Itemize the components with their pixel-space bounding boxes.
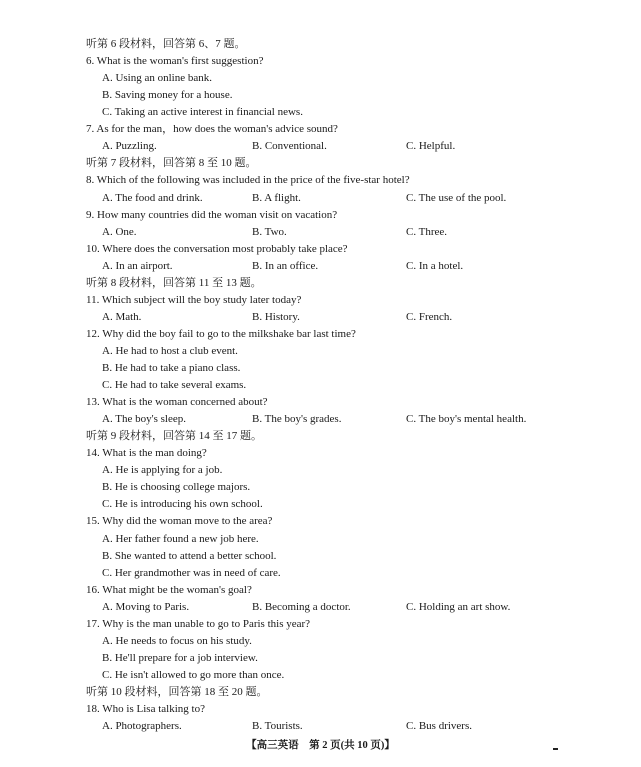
option-a: A. Puzzling. — [102, 140, 157, 153]
question-text — [86, 172, 629, 189]
option-line — [86, 70, 629, 87]
option-line — [86, 531, 629, 548]
section-instruction — [86, 155, 629, 172]
question-text-label: 14. What is the man doing? — [86, 447, 207, 460]
question-text — [86, 326, 629, 343]
question-text-label: 6. What is the woman's first suggestion? — [86, 55, 264, 67]
option-line-label: A. He needs to focus on his study. — [102, 634, 252, 647]
option-b: B. The boy's grades. — [252, 413, 342, 426]
section-instruction-label: 听第 7 段材料，回答第 8 至 10 题。 — [86, 157, 257, 170]
question-text — [86, 445, 629, 462]
option-line — [86, 104, 629, 121]
question-text-label: 9. How many countries did the woman visit on vacation? — [86, 208, 338, 221]
question-text-label: 12. Why did the boy fail to go to the milkshake bar last time? — [86, 327, 356, 340]
option-c: C. The use of the pool. — [406, 191, 507, 204]
option-line — [86, 479, 629, 496]
option-line-label: B. Saving money for a house. — [102, 89, 233, 102]
option-line — [86, 360, 629, 377]
option-row — [86, 309, 629, 326]
option-line — [86, 343, 629, 360]
option-line-label: A. He had to host a club event. — [102, 344, 238, 357]
question-text — [86, 292, 629, 309]
option-line — [86, 377, 629, 394]
option-line-label: C. Taking an active interest in financial news. — [102, 106, 303, 119]
question-text — [86, 582, 629, 599]
section-instruction-label: 听第 9 段材料，回答第 14 至 17 题。 — [86, 430, 262, 443]
option-a: A. Moving to Paris. — [102, 600, 190, 613]
section-instruction — [86, 428, 629, 445]
option-line-label: C. Her grandmother was in need of care. — [102, 566, 281, 579]
question-text-label: 10. Where does the conversation most probably take place? — [86, 242, 348, 255]
question-text-label: 16. What might be the woman's goal? — [86, 583, 252, 596]
option-line-label: A. Her father found a new job here. — [102, 532, 259, 545]
option-row — [86, 718, 629, 735]
option-line-label: B. He is choosing college majors. — [102, 481, 251, 494]
option-c: C. The boy's mental health. — [406, 413, 527, 426]
option-line — [86, 667, 629, 684]
question-text — [86, 394, 629, 411]
option-b: B. A flight. — [252, 191, 301, 204]
option-row — [86, 190, 629, 207]
option-a: A. One. — [102, 225, 137, 238]
section-instruction — [86, 684, 629, 701]
option-c: C. Bus drivers. — [406, 720, 472, 732]
option-c: C. In a hotel. — [406, 259, 464, 272]
option-a: A. The boy's sleep. — [102, 413, 186, 426]
option-line-label: C. He is introducing his own school. — [102, 498, 263, 511]
option-a: A. Math. — [102, 310, 142, 323]
option-a: A. Photographers. — [102, 720, 182, 732]
section-instruction-label: 听第 8 段材料，回答第 11 至 13 题。 — [86, 276, 262, 289]
option-line-label: A. Using an online bank. — [102, 72, 212, 85]
option-b: B. Tourists. — [252, 720, 303, 732]
question-text-label: 11. Which subject will the boy study later today? — [86, 293, 302, 306]
option-row — [86, 411, 629, 428]
option-line-label: C. He isn't allowed to go more than once. — [102, 668, 285, 681]
option-row — [86, 224, 629, 241]
option-a: A. In an airport. — [102, 259, 173, 272]
question-text-label: 18. Who is Lisa talking to? — [86, 703, 205, 715]
section-instruction — [86, 275, 629, 292]
corner-mark — [553, 748, 558, 750]
page-footer: 【高三英语 第 2 页(共 10 页)】 — [246, 740, 395, 751]
option-c: C. Three. — [406, 225, 448, 238]
question-text — [86, 121, 629, 138]
option-line — [86, 565, 629, 582]
option-line — [86, 548, 629, 565]
question-text-label: 7. As for the man，how does the woman's advice sound? — [86, 123, 338, 136]
option-line-label: B. He'll prepare for a job interview. — [102, 651, 258, 664]
question-text-label: 13. What is the woman concerned about? — [86, 396, 268, 409]
option-b: B. History. — [252, 310, 300, 323]
question-text-label: 8. Which of the following was included in the price of the five-star hotel? — [86, 174, 410, 187]
option-line — [86, 496, 629, 513]
option-line — [86, 650, 629, 667]
option-b: B. Conventional. — [252, 140, 327, 153]
option-c: C. Helpful. — [406, 140, 456, 153]
option-b: B. Two. — [252, 225, 287, 238]
question-text-label: 15. Why did the woman move to the area? — [86, 515, 273, 528]
section-instruction-label: 听第 6 段材料，回答第 6、7 题。 — [86, 38, 246, 50]
question-text — [86, 513, 629, 530]
option-line-label: C. He had to take several exams. — [102, 379, 247, 391]
option-c: C. Holding an art show. — [406, 600, 511, 613]
option-line-label: B. He had to take a piano class. — [102, 361, 241, 374]
option-line — [86, 87, 629, 104]
section-instruction — [86, 36, 629, 53]
option-line — [86, 633, 629, 650]
option-line-label: B. She wanted to attend a better school. — [102, 549, 277, 562]
option-b: B. In an office. — [252, 259, 319, 272]
option-row — [86, 599, 629, 616]
question-text — [86, 701, 629, 718]
option-b: B. Becoming a doctor. — [252, 600, 351, 613]
option-row — [86, 258, 629, 275]
question-text-label: 17. Why is the man unable to go to Paris this year? — [86, 617, 311, 630]
question-text — [86, 616, 629, 633]
section-instruction-label: 听第 10 段材料，回答第 18 至 20 题。 — [86, 685, 268, 698]
question-text — [86, 53, 629, 70]
option-a: A. The food and drink. — [102, 191, 203, 204]
option-c: C. French. — [406, 310, 453, 323]
question-text — [86, 241, 629, 258]
option-row — [86, 138, 629, 155]
option-line — [86, 462, 629, 479]
option-line-label: A. He is applying for a job. — [102, 464, 223, 477]
question-text — [86, 207, 629, 224]
